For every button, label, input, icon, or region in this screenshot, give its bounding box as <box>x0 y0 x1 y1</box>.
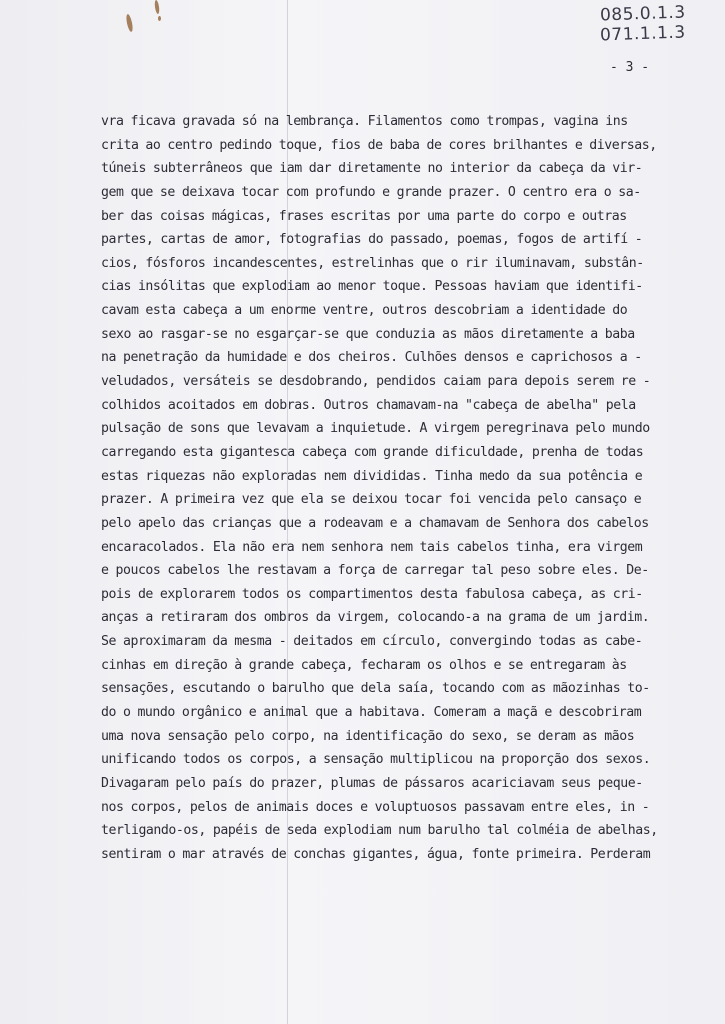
text-line: anças a retiraram dos ombros da virgem, colocando-a na grama de um jardim. <box>101 610 650 626</box>
text-line: pois de explorarem todos os compartimentos desta fabulosa cabeça, as cri- <box>101 586 643 602</box>
text-line: cavam esta cabeça a um enorme ventre, outros descobriam a identidade do <box>101 303 628 319</box>
ink-stain <box>154 0 160 14</box>
text-line: Divagaram pelo país do prazer, plumas de pássaros acariciavam seus peque- <box>101 775 643 791</box>
page-number: - 3 - <box>610 60 650 75</box>
ink-stain <box>158 16 161 21</box>
text-line: vra ficava gravada só na lembrança. Filamentos como trompas, vagina ins <box>101 114 628 129</box>
text-line: encaracolados. Ela não era nem senhora nem tais cabelos tinha, era virgem <box>101 539 643 555</box>
text-line: na penetração da humidade e dos cheiros. Culhões densos e caprichosos a - <box>101 350 642 366</box>
text-line: sensações, escutando o barulho que dela saía, tocando com as mãozinhas to- <box>101 681 650 697</box>
text-line: túneis subterrâneos que iam dar diretamente no interior da cabeça da vir- <box>101 161 643 177</box>
text-line: uma nova sensação pelo corpo, na identificação do sexo, se deram as mãos <box>101 728 635 744</box>
text-line: terligando-os, papéis de seda explodiam num barulho tal colméia de abelhas, <box>101 823 658 839</box>
text-line: e poucos cabelos lhe restavam a força de carregar tal peso sobre eles. De- <box>101 563 649 579</box>
text-line: do o mundo orgânico e animal que a habitava. Comeram a maçã e descobriram <box>101 705 642 721</box>
text-line: nos corpos, pelos de animais doces e voluptuosos passavam entre eles, in - <box>101 799 650 815</box>
archive-code-secondary: 071.1.1.3 <box>599 22 686 46</box>
text-line: partes, cartas de amor, fotografias do passado, poemas, fogos de artifí - <box>101 232 643 248</box>
ink-stain <box>125 14 134 33</box>
text-line: sentiram o mar através de conchas gigantes, água, fonte primeira. Perderam <box>101 846 651 862</box>
text-line: estas riquezas não exploradas nem divididas. Tinha medo da sua potência e <box>101 468 643 484</box>
text-line: sexo ao rasgar-se no esgarçar-se que conduzia as mãos diretamente a baba <box>101 326 635 342</box>
text-line: prazer. A primeira vez que ela se deixou tocar foi vencida pelo cansaço e <box>101 492 642 508</box>
text-line: unificando todos os corpos, a sensação multiplicou na proporção dos sexos. <box>101 752 651 768</box>
typed-body-text <box>101 110 686 867</box>
text-line: gem que se deixava tocar com profundo e grande prazer. O centro era o sa- <box>101 184 641 200</box>
text-line: carregando esta gigantesca cabeça com grande dificuldade, prenha de todas <box>101 444 644 460</box>
text-line: cias insólitas que explodiam ao menor toque. Pessoas haviam que identifi- <box>101 279 643 295</box>
archive-code-primary: 085.0.1.3 <box>599 2 686 26</box>
text-line: pelo apelo das crianças que a rodeavam e a chamavam de Senhora dos cabelos <box>101 515 649 531</box>
text-line: crita ao centro pedindo toque, fios de baba de cores brilhantes e diversas, <box>101 137 657 153</box>
text-line: cios, fósforos incandescentes, estrelinhas que o rir iluminavam, substân- <box>101 255 644 271</box>
text-line: pulsação de sons que levavam a inquietude. A virgem peregrinava pelo mundo <box>101 421 650 437</box>
text-line: Se aproximaram da mesma - deitados em círculo, convergindo todas as cabe- <box>101 634 643 650</box>
text-line: colhidos acoitados em dobras. Outros chamavam-na "cabeça de abelha" pela <box>101 397 636 413</box>
text-line: veludados, versáteis se desdobrando, pendidos caiam para depois serem re - <box>101 374 651 390</box>
text-line: cinhas em direção à grande cabeça, fecharam os olhos e se entregaram às <box>101 657 627 673</box>
text-line: ber das coisas mágicas, frases escritas por uma parte do corpo e outras <box>101 208 627 224</box>
